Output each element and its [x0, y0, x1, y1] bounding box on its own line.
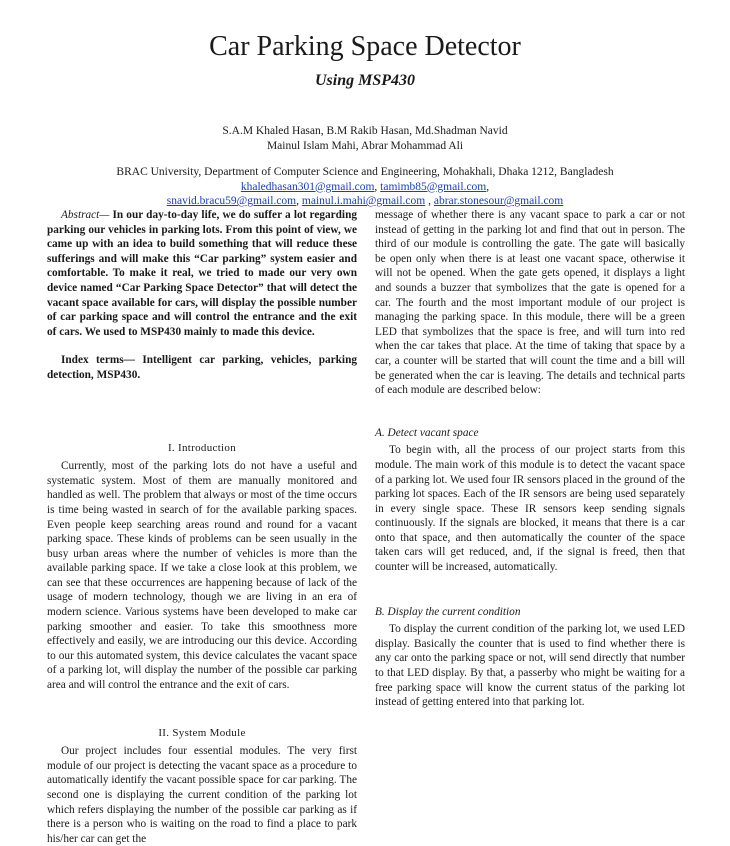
email-link[interactable]: abrar.stonesour@gmail.com [433, 195, 564, 207]
authors-line-2: Mainul Islam Mahi, Abrar Mohammad Ali [266, 140, 464, 152]
email-link[interactable]: snavid.bracu59@gmail.com [166, 195, 297, 207]
subsection-heading-display: B. Display the current condition [375, 605, 521, 618]
authors-line-1: S.A.M Khaled Hasan, B.M Rakib Hasan, Md.Shadman Navid [222, 125, 508, 137]
system-module-text-continued: message of whether there is any vacant space to park a car or not instead of getting in the parking lot and find that out in person. The third of our module is controlling the gate. The gate will basically be open only when there is at least one vacant space, otherwise it will not be opened. When the gate gets opened, it displays a light and sounds a buzzer that symbolizes that the gate is opened for a car. The fourth and the most important module of our project is managing the parking space. In this module, there will be a green LED that symbolizes that the space is free, and will turn into red when the car takes that place. At the time of taking that space by a car, a counter will be started that will count the time and a bill will be generated when the car is leaving. The details and technical parts of each module are described below: [375, 209, 685, 397]
email-link[interactable]: tamimb85@gmail.com [380, 180, 487, 193]
display-condition-text: To display the current condition of the parking lot, we used LED display. Basically the counter that is used to find whether there is any car onto the parking space or not, will send directly that number to that LED display. By that, a passerby who might be waiting for a free parking space will know the current status of the parking lot instead of getting entered into that parking lot. [375, 623, 685, 709]
left-column [47, 208, 357, 846]
affiliation-block [0, 165, 730, 209]
email-link[interactable]: khaledhasan301@gmail.com [240, 180, 375, 193]
abstract [47, 208, 357, 339]
affiliation: BRAC University, Department of Computer Science and Engineering, Mohakhali, Dhaka 1212, Bangladesh [116, 166, 614, 178]
abstract-text: In our day-to-day life, we do suffer a lot regarding parking our vehicles in parking lots. From this point of view, we came up with an idea to build something that will reduce these sufferings and will make this “Car parking” system easier and comfortable. To make it real, we tried to made our very own device named “Car Parking Space Detector” that will detect the vacant space available for cars, will display the possible number of car parking space and will control the entrance and the exit of cars. We used to MSP430 mainly to made this device. [47, 209, 357, 338]
email-link[interactable]: mainul.i.mahi@gmail.com [301, 195, 426, 207]
introduction-text: Currently, most of the parking lots do not have a useful and systematic system. Most of them are manually monitored and handled as well. The problem that always or most of the time occurs is time being wasted in search of for the available parking spaces. Even people keep searching areas round and round for a vacant parking space. These kinds of problems can be seen usually in the busy urban areas where the number of vehicles is more than the available parking space. If we take a close look at this problem, we can see that these occurrences are happening because of lack of the usage of modern technology, though we are living in an era of modern science. Various systems have been developed to make car parking smoother and easier. To take this smoothness more effectively and easily, we are introducing our this device. According to our this automated system, this device calculates the vacant space of a parking lot, will display the number of the possible car parking area and will control the entrance and the exit of cars. [47, 460, 357, 692]
author-list [0, 124, 730, 154]
email-line-1: khaledhasan301@gmail.com, tamimb85@gmail.com, [240, 180, 490, 193]
paper-subtitle: Using MSP430 [314, 72, 416, 89]
subsection-heading-detect: A. Detect vacant space [375, 426, 479, 439]
abstract-heading: Abstract— [61, 209, 110, 221]
system-module-text: Our project includes four essential modules. The very first module of our project is detecting the vacant space as a procedure to automatically identify the vacant possible space for car parking. The second one is displaying the current condition of the parking lot which refers displaying the number of the possible car parking as if there is a person who is waiting on the road to find a place to park his/her car can get the [47, 745, 357, 845]
section-heading-introduction: I. Introduction [167, 441, 237, 454]
detect-vacant-text: To begin with, all the process of our project starts from this module. The main work of this module is to detect the vacant space of a parking lot. We used four IR sensors placed in the ground of the parking lot spaces. Each of the IR sensors are being used separately in every single space. These IR sensors keep sending signals continuously. If the signals are blocked, it means that there is a car onto that space, and then automatically the counter of the space taken cars will get reduced, and, if the signal is freed, then that counter will be increased, automatically. [375, 444, 685, 574]
email-line-2: snavid.bracu59@gmail.com, mainul.i.mahi@gmail.com , abrar.stonesour@gmail.com [166, 195, 564, 207]
right-column [375, 208, 685, 710]
paper-title: Car Parking Space Detector [209, 31, 521, 62]
section-heading-system-module: II. System Module [158, 726, 246, 739]
index-terms: Index terms— Intelligent car parking, vehicles, parking detection, MSP430. [47, 354, 357, 381]
